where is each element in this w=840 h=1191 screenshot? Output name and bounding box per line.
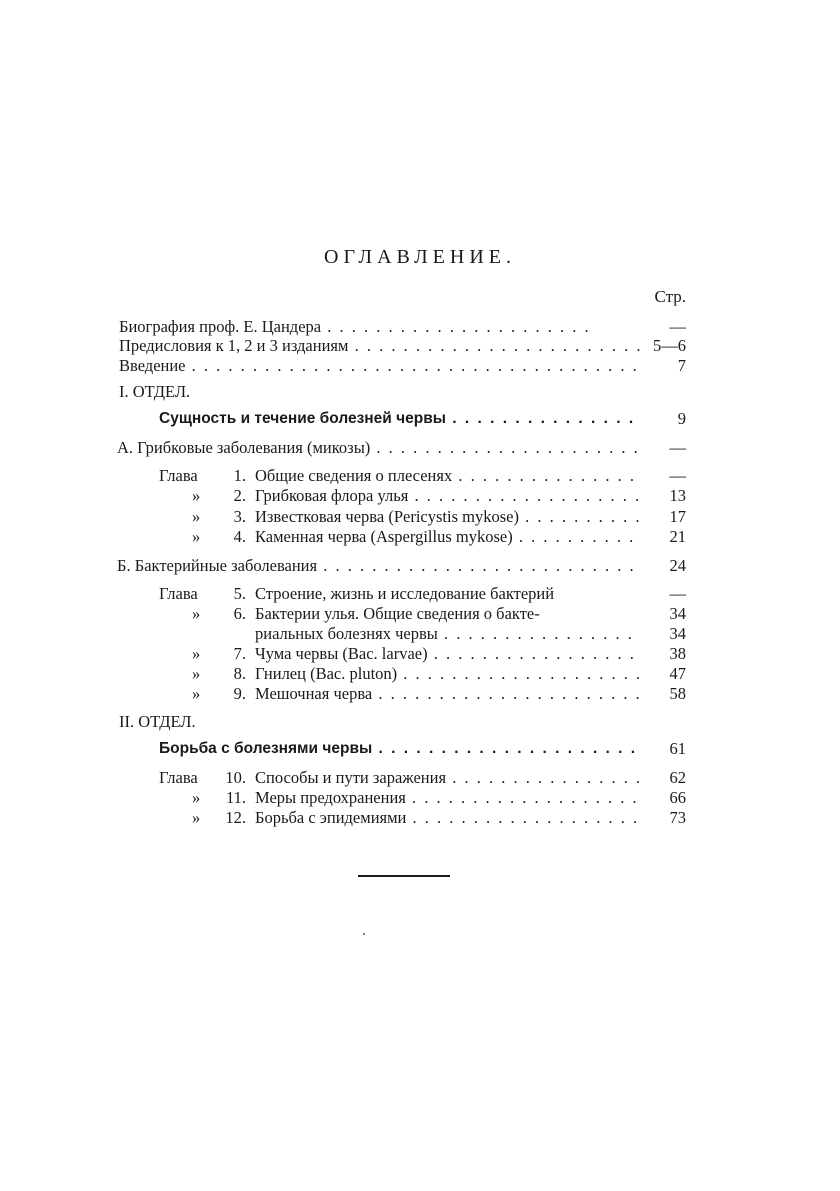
- toc-entry-title: Общие сведения о плесенях . . .: [255, 466, 641, 485]
- ditto-mark: »: [192, 486, 201, 505]
- toc-chapter[interactable]: [0, 663, 840, 685]
- toc-entry-page: 5—6: [653, 336, 686, 355]
- toc-heading: ОГЛАВЛЕНИЕ.: [324, 246, 516, 268]
- ditto-mark: »: [192, 808, 201, 827]
- toc-entry-title: Строение, жизнь и исследование бактерий: [255, 584, 555, 603]
- toc-entry-page: 61: [669, 739, 686, 758]
- toc-entry[interactable]: [0, 437, 840, 459]
- toc-entry-title: Гнилец (Bac. pluton) . . .: [255, 664, 641, 683]
- chapter-number: 3.: [233, 507, 246, 526]
- toc-entry-title: Меры предохранения . . .: [255, 788, 641, 807]
- toc-entry-title: Каменная черва (Aspergillus mykose) . . .: [255, 527, 641, 546]
- toc-entry-title: Борьба с болезнями червы . . .: [159, 740, 641, 757]
- chapter-number: 11.: [225, 788, 246, 807]
- toc-entry-page: 34: [669, 604, 686, 623]
- toc-entry-title: Чума червы (Bac. larvae) . . .: [255, 644, 641, 663]
- chapter-number: 8.: [233, 664, 246, 683]
- toc-entry-title: Предисловия к 1, 2 и 3 изданиям . . .: [119, 336, 641, 355]
- toc-entry-page: 24: [669, 556, 686, 575]
- toc-chapter[interactable]: [0, 506, 840, 528]
- toc-entry-page: 21: [669, 527, 686, 546]
- toc-chapter[interactable]: [0, 787, 840, 809]
- toc-section-heading: [0, 381, 840, 403]
- toc-entry-page: 58: [669, 684, 686, 703]
- toc-entry-page: 13: [669, 486, 686, 505]
- toc-entry-page: 38: [669, 644, 686, 663]
- toc-section-heading: [0, 711, 840, 733]
- toc-entry[interactable]: [0, 355, 840, 377]
- toc-chapter[interactable]: [0, 526, 840, 548]
- toc-entry-title: А. Грибковые заболевания (микозы) . . .: [117, 438, 641, 457]
- chapter-label: Глава: [159, 584, 198, 603]
- toc-entry-page: 17: [669, 507, 686, 526]
- toc-entry-page: —: [669, 584, 686, 603]
- chapter-number: 1.: [233, 466, 246, 485]
- toc-chapter[interactable]: [0, 643, 840, 665]
- toc-entry[interactable]: [0, 555, 840, 577]
- toc-entry-page: —: [669, 438, 686, 457]
- toc-entry-title: Б. Бактерийные заболевания . . .: [117, 556, 641, 575]
- toc-entry-title: риальных болезнях червы . . .: [255, 624, 641, 643]
- ditto-mark: »: [192, 788, 201, 807]
- toc-entry-title: Борьба с эпидемиями . . .: [255, 808, 641, 827]
- page-column-header: Стр.: [654, 287, 686, 306]
- chapter-number: 9.: [233, 684, 246, 703]
- ditto-mark: »: [192, 684, 201, 703]
- ditto-mark: »: [192, 604, 201, 623]
- toc-entry[interactable]: [0, 335, 840, 357]
- toc-entry-title: Сущность и течение болезней червы . . .: [159, 410, 641, 427]
- toc-chapter-continuation[interactable]: [0, 623, 840, 645]
- ditto-mark: »: [192, 644, 201, 663]
- toc-entry-page: 62: [669, 768, 686, 787]
- toc-entry-page: 7: [677, 356, 686, 375]
- ditto-mark: »: [192, 507, 201, 526]
- toc-entry[interactable]: [0, 738, 840, 760]
- toc-entry-title: Биография проф. Е. Цандера . . .: [119, 317, 594, 336]
- toc-entry-title: Грибковая флора улья . . .: [255, 486, 641, 505]
- ditto-mark: »: [192, 527, 201, 546]
- toc-entry-title: Бактерии улья. Общие сведения о бакте-: [255, 604, 540, 623]
- toc-chapter[interactable]: [0, 767, 840, 789]
- toc-entry-page: 34: [669, 624, 686, 643]
- toc-entry-page: —: [669, 317, 686, 336]
- toc-chapter[interactable]: [0, 485, 840, 507]
- toc-entry-title: Введение . . .: [119, 356, 641, 375]
- toc-chapter[interactable]: [0, 603, 840, 625]
- print-speck: [363, 933, 365, 935]
- chapter-label: Глава: [159, 466, 198, 485]
- toc-entry-page: 73: [669, 808, 686, 827]
- chapter-number: 12.: [225, 808, 246, 827]
- chapter-number: 2.: [233, 486, 246, 505]
- closing-rule: [358, 875, 450, 877]
- toc-chapter[interactable]: [0, 465, 840, 487]
- toc-entry-page: 47: [669, 664, 686, 683]
- chapter-number: 7.: [233, 644, 246, 663]
- chapter-number: 10.: [225, 768, 246, 787]
- toc-chapter[interactable]: [0, 807, 840, 829]
- chapter-number: 4.: [233, 527, 246, 546]
- toc-entry-page: 66: [669, 788, 686, 807]
- chapter-label: Глава: [159, 768, 198, 787]
- section-title: II. ОТДЕЛ.: [119, 712, 196, 731]
- toc-entry-page: 9: [677, 409, 686, 428]
- ditto-mark: »: [192, 664, 201, 683]
- toc-entry-title: Известковая черва (Pericystis mykose) . . .: [255, 507, 641, 526]
- toc-entry-title: Мешочная черва . . .: [255, 684, 641, 703]
- chapter-number: 6.: [233, 604, 246, 623]
- chapter-number: 5.: [233, 584, 246, 603]
- toc-chapter[interactable]: [0, 683, 840, 705]
- toc-entry-title: Способы и пути заражения . . .: [255, 768, 641, 787]
- toc-chapter[interactable]: [0, 583, 840, 605]
- toc-entry[interactable]: [0, 408, 840, 430]
- section-title: I. ОТДЕЛ.: [119, 382, 191, 401]
- toc-entry-page: —: [669, 466, 686, 485]
